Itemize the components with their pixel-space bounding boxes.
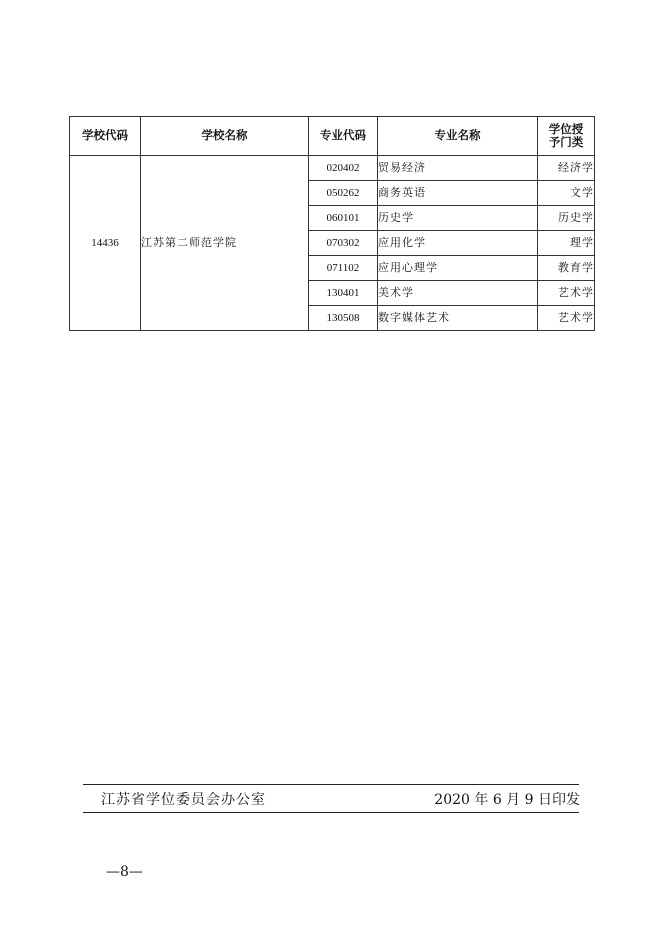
- major-name-cell: 美术学: [378, 281, 538, 306]
- footer-top-rule: [83, 784, 579, 785]
- major-name-cell: 应用化学: [378, 231, 538, 256]
- header-major-code: 专业代码: [309, 117, 378, 156]
- table-header-row: [70, 117, 595, 156]
- major-name-cell: 贸易经济: [378, 156, 538, 181]
- degree-category-cell: 艺术学: [538, 306, 595, 331]
- header-degree-category-line2: 予门类: [548, 135, 584, 149]
- degree-category-cell: 教育学: [538, 256, 595, 281]
- header-school-name: 学校名称: [141, 117, 309, 156]
- degree-category-cell: 理学: [538, 231, 595, 256]
- header-school-code: 学校代码: [70, 117, 141, 156]
- major-code-cell: 071102: [309, 256, 378, 281]
- footer-bottom-rule: [83, 812, 579, 813]
- major-code-cell: 130508: [309, 306, 378, 331]
- major-name-cell: 应用心理学: [378, 256, 538, 281]
- school-code-cell: 14436: [70, 156, 141, 331]
- major-code-cell: 050262: [309, 181, 378, 206]
- page-number: —8—: [106, 864, 143, 880]
- degree-category-cell: 历史学: [538, 206, 595, 231]
- major-name-cell: 数字媒体艺术: [378, 306, 538, 331]
- issuing-office: 江苏省学位委员会办公室: [101, 792, 266, 808]
- major-code-cell: 130401: [309, 281, 378, 306]
- degree-category-cell: 经济学: [538, 156, 595, 181]
- issue-date: 2020 年 6 月 9 日印发: [434, 792, 580, 808]
- header-major-name: 专业名称: [378, 117, 538, 156]
- major-code-cell: 070302: [309, 231, 378, 256]
- major-code-cell: 020402: [309, 156, 378, 181]
- degree-category-cell: 文学: [538, 181, 595, 206]
- table-row: [70, 156, 595, 181]
- majors-table: [69, 116, 595, 331]
- major-code-cell: 060101: [309, 206, 378, 231]
- degree-category-cell: 艺术学: [538, 281, 595, 306]
- header-degree-category: [538, 117, 595, 156]
- school-name-cell: 江苏第二师范学院: [141, 156, 309, 331]
- major-name-cell: 商务英语: [378, 181, 538, 206]
- major-name-cell: 历史学: [378, 206, 538, 231]
- header-degree-category-line1: 学位授: [548, 121, 584, 136]
